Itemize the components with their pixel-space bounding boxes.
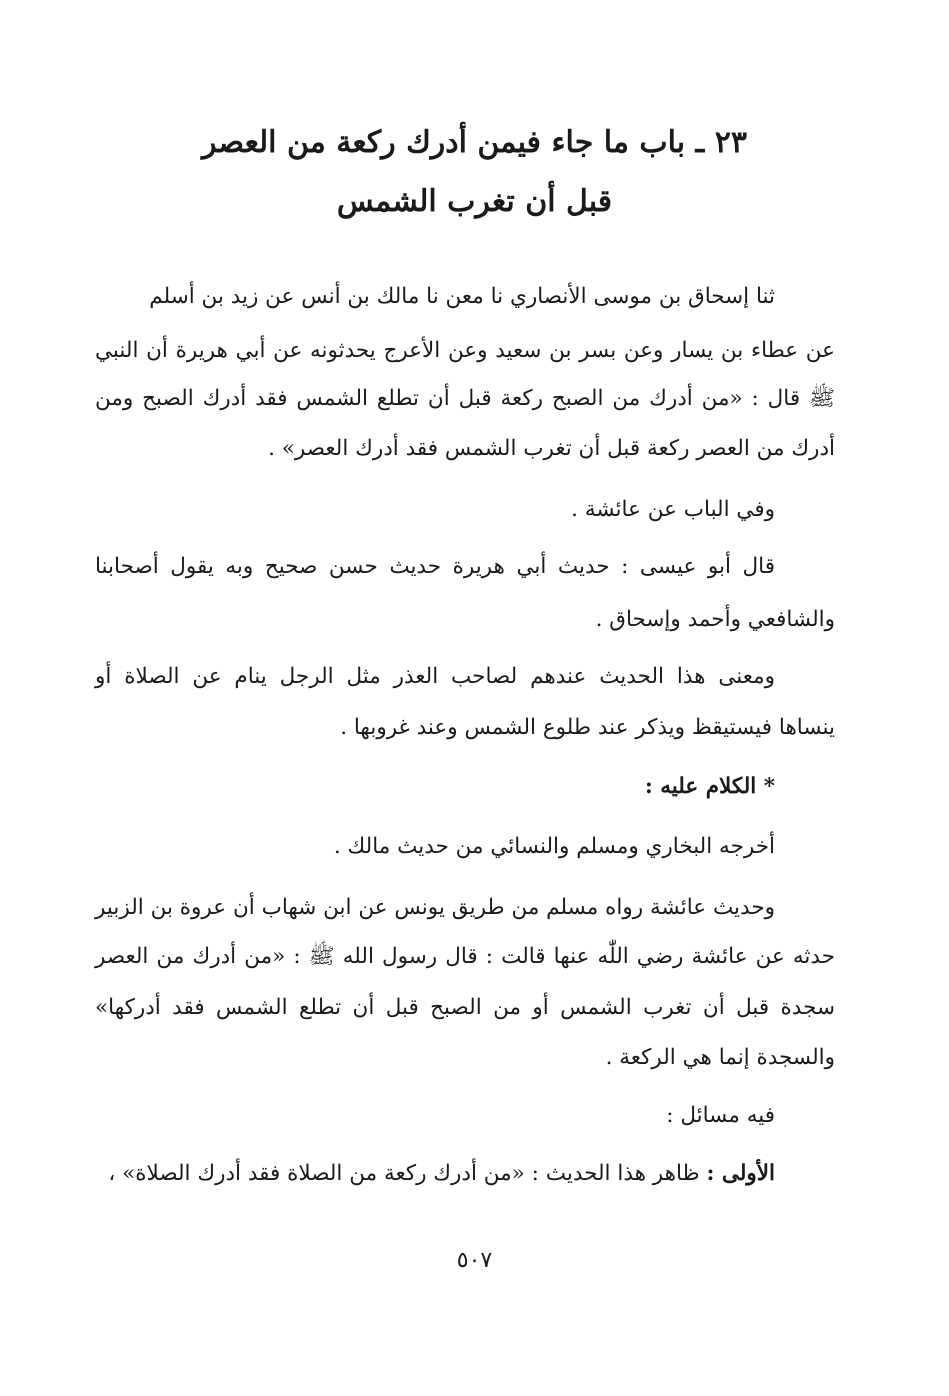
text-line: ينساها فيستيقظ ويذكر عند طلوع الشمس وعند غروبها . <box>340 715 835 740</box>
text-line: أدرك من العصر ركعة قبل أن تغرب الشمس فقد أدرك العصر» . <box>268 436 835 461</box>
text-line: وفي الباب عن عائشة . <box>571 497 775 522</box>
text-line: أخرجه البخاري ومسلم والنسائي من حديث مالك . <box>333 834 775 859</box>
text-line: ثنا إسحاق بن موسى الأنصاري نا معن نا مالك بن أنس عن زيد بن أسلم <box>149 284 775 309</box>
text-line: والشافعي وأحمد وإسحاق . <box>595 607 835 632</box>
text-line: قال أبو عيسى : حديث أبي هريرة حديث حسن صحيح وبه يقول أصحابنا <box>95 554 775 579</box>
text-line <box>95 1159 775 1189</box>
text-line: وحديث عائشة رواه مسلم من طريق يونس عن ابن شهاب أن عروة بن الزبير <box>95 895 775 920</box>
text-line: عن عطاء بن يسار وعن بسر بن سعيد وعن الأعرج يحدثونه عن أبي هريرة أن النبي <box>95 338 835 363</box>
text-line: ﷺ قال : «من أدرك من الصبح ركعة قبل أن تطلع الشمس فقد أدرك الصبح ومن <box>95 386 835 411</box>
text-line: ومعنى هذا الحديث عندهم لصاحب العذر مثل الرجل ينام عن الصلاة أو <box>95 664 775 689</box>
text-line: سجدة قبل أن تغرب الشمس أو من الصبح قبل أن تطلع الشمس فقد أدركها» <box>95 995 835 1020</box>
chapter-title: ٢٣ ـ باب ما جاء فيمن أدرك ركعة من العصر <box>202 125 747 160</box>
issue-label: الأولى : <box>706 1161 775 1186</box>
text-line: والسجدة إنما هي الركعة . <box>605 1045 835 1070</box>
chapter-subtitle: قبل أن تغرب الشمس <box>336 184 613 219</box>
text-line: فيه مسائل : <box>666 1103 775 1128</box>
page-number: ٥٠٧ <box>456 1248 493 1273</box>
section-heading: * الكلام عليه : <box>644 774 775 799</box>
issue-text: ظاهر هذا الحديث : «من أدرك ركعة من الصلاة فقد أدرك الصلاة» ، <box>108 1161 707 1186</box>
text-line: حدثه عن عائشة رضي اللّٰه عنها قالت : قال رسول الله ﷺ : «من أدرك من العصر <box>95 944 835 969</box>
